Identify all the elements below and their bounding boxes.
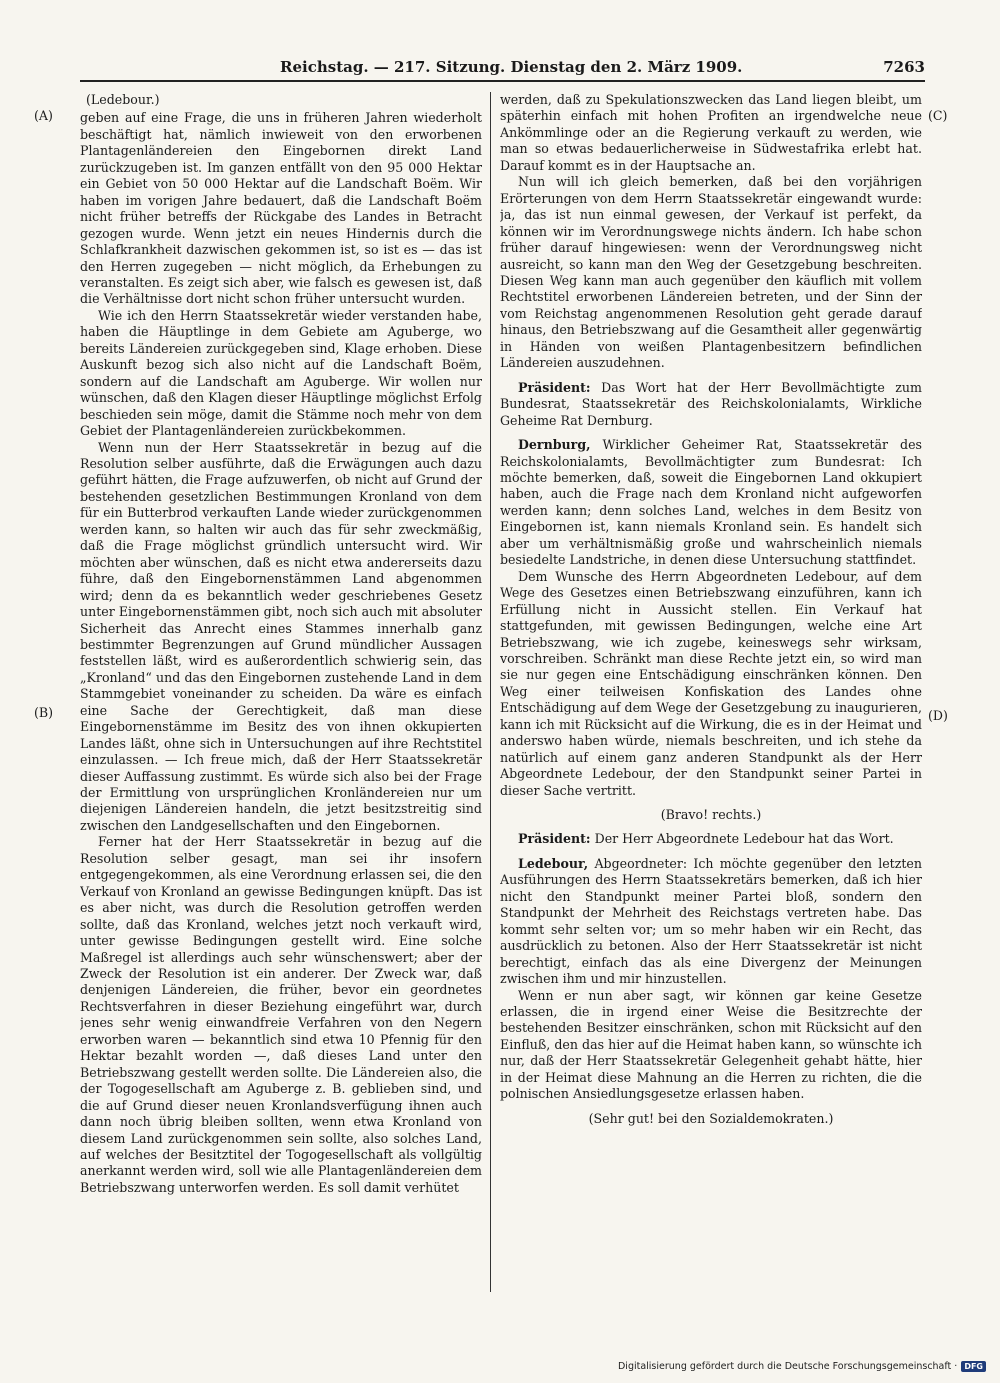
left-column <box>80 92 482 1297</box>
speech-ledebour <box>500 856 922 988</box>
interjection: (Sehr gut! bei den Sozialdemokraten.) <box>588 1110 834 1126</box>
running-title: Reichstag. — 217. Sitzung. Dienstag den 2. März 1909. <box>280 58 743 76</box>
margin-marker-c: (C) <box>928 108 948 123</box>
speech-text: Das Wort hat der Herr Bevollmächtigte zum Bundesrat, Staatssekretär des Reichskolonialamts, Wirkliche Geheime Rat Dernburg. <box>500 379 922 428</box>
page-number: 7263 <box>883 58 925 76</box>
speech-president <box>500 380 922 429</box>
digitization-footer <box>618 1361 986 1372</box>
dfg-logo-icon: DFG <box>961 1361 986 1372</box>
right-column <box>500 92 922 1297</box>
interjection: (Bravo! rechts.) <box>660 807 762 823</box>
paragraph: Nun will ich gleich bemerken, daß bei den vorjährigen Erörterungen von dem Herrn Staatssekretär eingewandt wurde: ja, das ist nun einmal gewesen, der Verkauf ist perfekt, da können wir im Verordnungswege nichts ändern. Ich habe schon früher darauf hingewiesen: wenn der Verordnungsweg nicht ausreicht, so kann man den Weg der Gesetzgebung beschreiten. Diesen Weg kann man auch gegenüber den käuflich mit vollem Rechtstitel erworbenen Ländereien betreten, und der Sinn der vom Reichstag angenommenen Resolution geht gerade darauf hinaus, den Betriebszwang auf die Gesamtheit aller gegenwärtig in Händen von weißen Plantagenbesitzern befindlichen Ländereien auszudehnen. <box>500 174 922 371</box>
speech-text: Wirklicher Geheimer Rat, Staatssekretär des Reichskolonialamts, Bevollmächtigter zum Bundesrat: Ich möchte bemerken, daß, soweit die Eingebornen Land okkupiert haben, auch die Frage nach dem Kronland nicht aufgeworfen werden kann; denn solches Land, welches in dem Besitz von Eingebornen ist, kann niemals Kronland sein. Es handelt sich aber um verhältnismäßig große und wahrscheinlich niemals besiedelte Landstriche, in denen diese Untersuchung stattfindet. <box>500 437 922 568</box>
paragraph: Wenn er nun aber sagt, wir können gar keine Gesetze erlassen, die in irgend einer Weise die Besitzrechte der bestehenden Besitzer einschränken, schon mit Rücksicht auf den Einfluß, den das hier auf die Heimat haben kann, so wünschte ich nur, daß der Herr Staatssekretär Gelegenheit gehabt hätte, hier in der Heimat diese Mahnung an die Herren zu richten, die die polnischen Ansiedlungsgesetze erlassen haben. <box>500 987 922 1102</box>
paragraph: Wenn nun der Herr Staatssekretär in bezug auf die Resolution selber ausführte, daß die Erwägungen auch dazu geführt hätten, die Frage aufzuwerfen, ob nicht auf Grund der bestehenden gesetzlichen Bestimmungen Kronland von dem für ein Butterbrod verkauften Lande wieder zurückgenommen werden kann, so halten wir auch das für sehr zweckmäßig, daß die Frage möglichst gründlich untersucht wird. Wir möchten aber wünschen, daß es nicht etwa andererseits dazu führe, daß den Eingebornenstämmen Land abgenommen wird; denn da es bekanntlich weder geschriebenes Gesetz unter Eingebornenstämmen gibt, noch sich auch mit absoluter Sicherheit das Anrecht eines Stammes innerhalb ganz bestimmter Begrenzungen auf Grund mündlicher Aussagen feststellen läßt, wird es außerordentlich schwierig sein, das „Kronland“ und das den Eingebornen zustehende Land in dem Stammgebiet voneinander zu scheiden. Da wäre es einfach eine Sache der Gerechtigkeit, daß man diese Eingebornenstämme im Besitz des von ihnen okkupierten Landes läßt, ohne sich in Untersuchungen auf ihre Rechtstitel einzulassen. — Ich freue mich, daß der Herr Staatssekretär dieser Auffassung zustimmt. Es würde sich also bei der Frage der Ermittlung von ursprünglichen Kronländereien nur um diejenigen Ländereien handeln, die jetzt besitzstreitig sind zwischen den Landgesellschaften und den Eingebornen. <box>80 439 482 833</box>
speaker-tag: (Ledebour.) <box>86 92 160 107</box>
paragraph: geben auf eine Frage, die uns in früheren Jahren wiederholt beschäftigt hat, nämlich inwieweit von den erworbenen Plantagenländereien den Eingebornen direkt Land zurückzugeben ist. Im ganzen entfällt von den 95 000 Hektar ein Gebiet von 50 000 Hektar auf die Landschaft Boëm. Wir haben im vorigen Jahre bedauert, daß die Landschaft Boëm nicht früher betreffs der Rückgabe des Landes in Betracht gezogen wurde. Wenn jetzt ein neues Hindernis durch die Schlafkrankheit dazwischen gekommen ist, so ist es — das ist den Herren zugegeben — nicht möglich, da Erhebungen zu veranstalten. Es zeigt sich aber, wie falsch es gewesen ist, daß die Verhältnisse dort nicht schon früher untersucht wurden. <box>80 110 482 307</box>
speech-president <box>500 831 922 847</box>
speaker-name: Ledebour, <box>518 855 589 871</box>
speech-text: Abgeordneter: Ich möchte gegenüber den letzten Ausführungen des Herrn Staatssekretärs bemerken, daß ich hier nicht den Standpunkt meiner Partei bloß, sondern den Standpunkt der Mehrheit des Reichstags vertreten habe. Das kommt sehr selten vor; um so mehr haben wir ein Recht, das ausdrücklich zu betonen. Also der Herr Staatssekretär ist nicht berechtigt, einfach das als eine Divergenz der Meinungen zwischen ihm und mir hinzustellen. <box>500 855 922 987</box>
margin-marker-b: (B) <box>34 705 54 720</box>
speaker-name: Dernburg, <box>518 437 591 453</box>
footer-text: Digitalisierung gefördert durch die Deutsche Forschungsgemeinschaft · <box>617 1361 958 1372</box>
speech-dernburg <box>500 437 922 569</box>
paragraph: Ferner hat der Herr Staatssekretär in bezug auf die Resolution selber gesagt, man sei ihr insofern entgegengekommen, als eine Verordnung erlassen sei, die den Verkauf von Kronland an gewisse Bedingungen knüpft. Das ist es aber nicht, was durch die Resolution getroffen werden sollte, daß das Kronland, welches jetzt noch verkauft wird, unter gewisse Bedingungen gestellt wird. Eine solche Maßregel ist allerdings auch sehr wünschenswert; aber der Zweck der Resolution ist ein anderer. Der Zweck war, daß denjenigen Ländereien, die früher, bevor ein geordnetes Rechtsverfahren in dieser Beziehung eingeführt war, durch jenes sehr wenig einwandfreie Verfahren von den Negern erworben waren — bekanntlich sind etwa 10 Pfennig für den Hektar bezahlt worden —, daß dieses Land unter den Betriebszwang gestellt werden sollte. Die Ländereien also, die der Togogesellschaft am Aguberge z. B. geblieben sind, und die auf Grund dieser neuen Kronlandsverfügung ihnen auch dann noch übrig bleiben sollten, wenn etwa Kronland von diesem Land zurückgenommen sein sollte, also solches Land, auf welches der Besitztitel der Togogesellschaft als vollgültig anerkannt werden wird, soll wie alle Plantagenländereien dem Betriebszwang unterworfen werden. Es soll damit verhütet <box>80 834 482 1195</box>
speaker-name: Präsident: <box>518 831 591 847</box>
column-divider <box>490 92 491 1292</box>
speech-text: Der Herr Abgeordnete Ledebour hat das Wort. <box>594 831 894 847</box>
margin-marker-d: (D) <box>928 708 948 723</box>
paragraph: Wie ich den Herrn Staatssekretär wieder verstanden habe, haben die Häuptlinge in dem Gebiete am Aguberge, wo bereits Ländereien zurückgegeben sind, Klage erhoben. Diese Auskunft bezog sich also nicht auf die Landschaft Boëm, sondern auf die Landschaft am Aguberge. Wir wollen nur wünschen, daß den Klagen dieser Häuptlinge möglichst Erfolg beschieden sein möge, damit die Stämme noch mehr von dem Gebiet der Plantagenländereien zurückbekommen. <box>80 307 482 439</box>
paragraph: werden, daß zu Spekulationszwecken das Land liegen bleibt, um späterhin einfach mit hohen Profiten an irgendwelche neue Ankömmlinge oder an die Regierung verkauft zu werden, wie man so etwas bedauerlicherweise in Südwestafrika erlebt hat. Darauf kommt es in der Hauptsache an. <box>500 92 922 173</box>
margin-marker-a: (A) <box>34 108 53 123</box>
speaker-name: Präsident: <box>518 379 591 395</box>
running-header <box>80 56 925 82</box>
paragraph: Dem Wunsche des Herrn Abgeordneten Ledebour, auf dem Wege des Gesetzes einen Betriebszwang einzuführen, kann ich Erfüllung nicht in Aussicht stellen. Ein Verkauf hat stattgefunden, mit gewissen Bedingungen, welche eine Art Betriebszwang, wie ich zugebe, keineswegs sehr wirksam, vorschreiben. Schränkt man diese Rechte jetzt ein, so wird man sie nur gegen eine Entschädigung einschränken können. Den Weg einer teilweisen Konfiskation des Landes ohne Entschädigung auf dem Wege der Gesetzgebung zu inaugurieren, kann ich mit Rücksicht auf die Wirkung, die es in der Heimat und anderswo haben würde, niemals beschreiten, und ich stehe da natürlich auf einem ganz anderen Standpunkt als der Herr Abgeordnete Ledebour, der den Standpunkt seiner Partei in dieser Sache vertritt. <box>500 568 922 798</box>
